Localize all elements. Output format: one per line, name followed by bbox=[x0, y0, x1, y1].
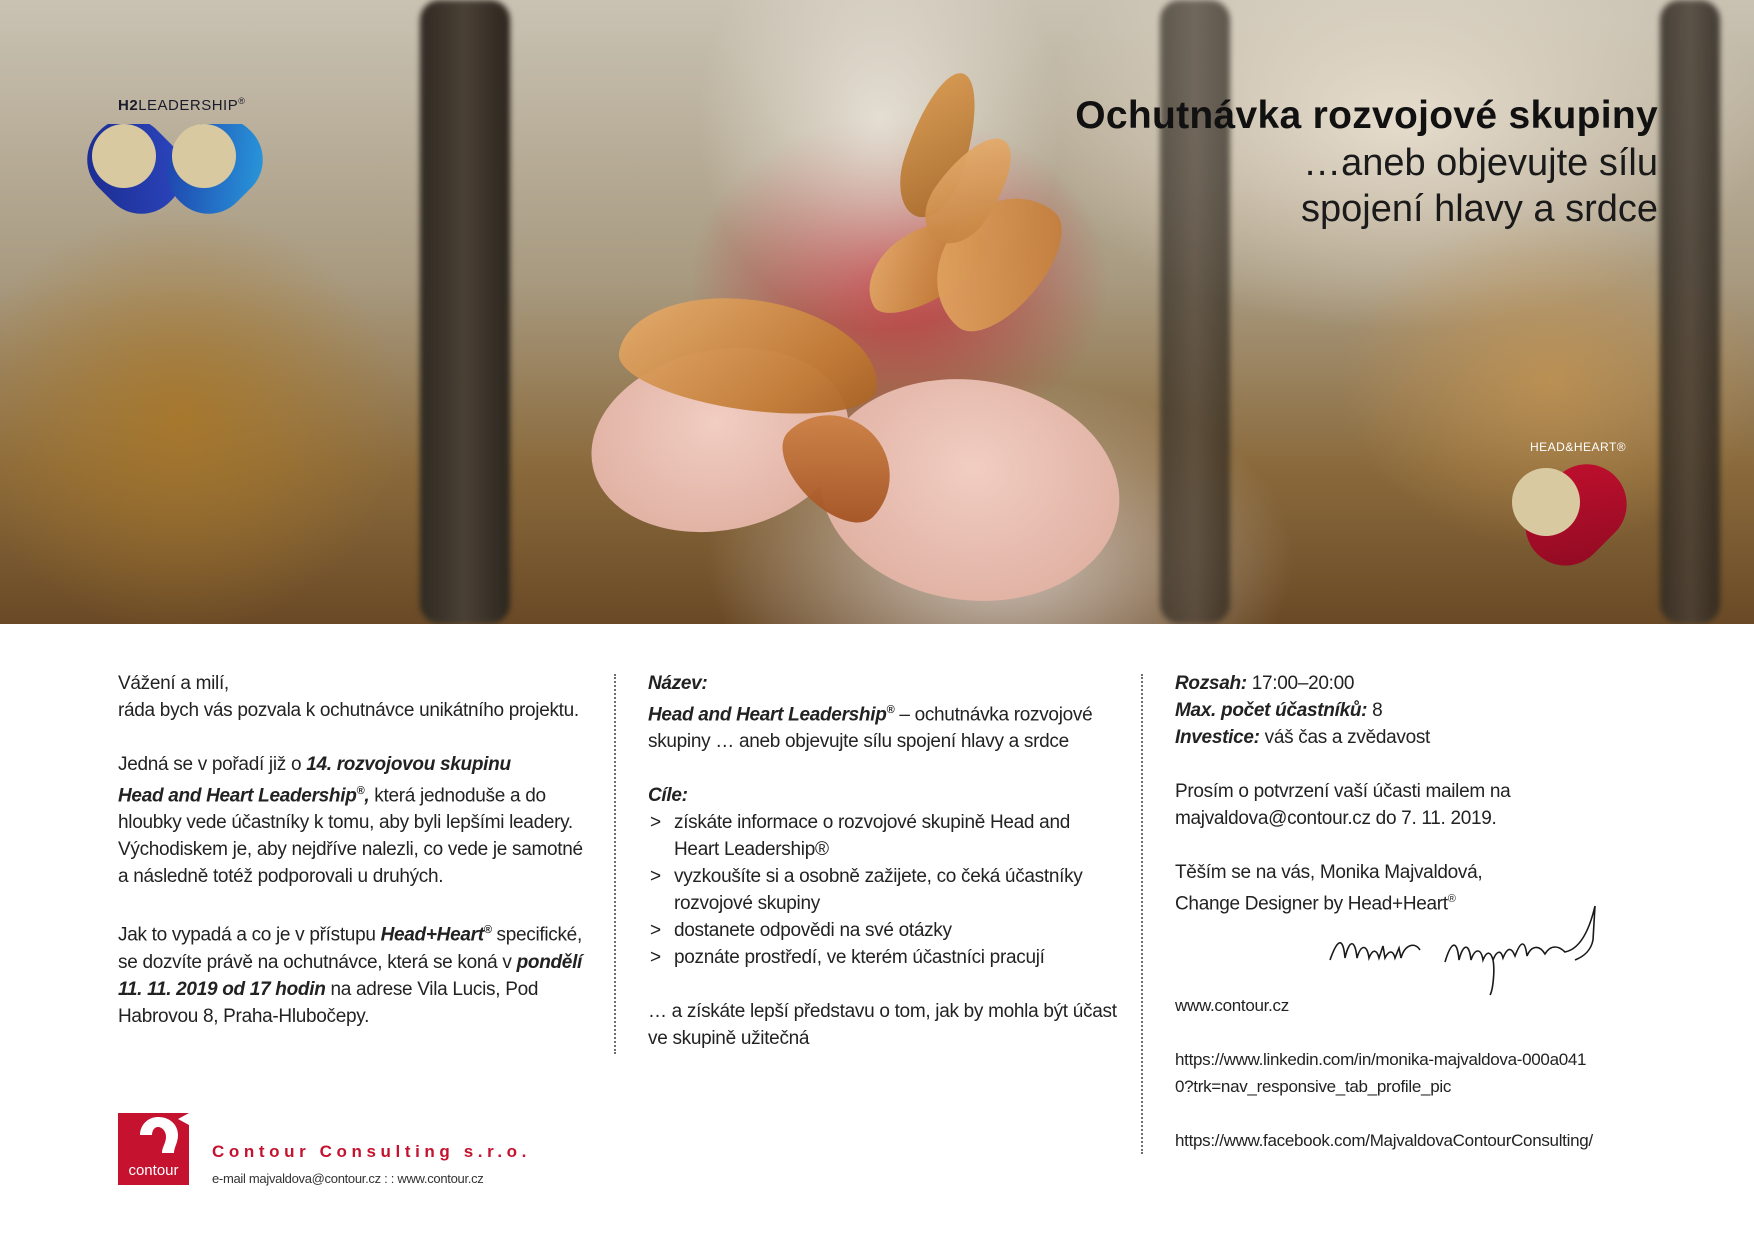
program-name: Název: Head and Heart Leadership® – ochutnávka rozvojové skupiny … aneb objevujte sílu spojení hlavy a srdce bbox=[648, 673, 1093, 753]
page-subtitle-line1: …aneb objevujte sílu bbox=[1303, 142, 1658, 184]
goals-heading: Cíle: bbox=[648, 785, 688, 807]
list-item: > vyzkoušíte si a osobně zažijete, co čeká účastníky rozvojové skupiny bbox=[648, 863, 1118, 917]
handwritten-signature bbox=[1325, 900, 1615, 1000]
h2leadership-logo-text: H2LEADERSHIP® bbox=[118, 96, 246, 114]
column-divider bbox=[614, 674, 616, 1054]
linkedin-link[interactable]: https://www.linkedin.com/in/monika-majvaldova-000a0410?trk=nav_responsive_tab_profile_pic bbox=[1175, 1050, 1587, 1096]
company-name: Contour Consulting s.r.o. bbox=[212, 1142, 531, 1161]
contour-logo-icon bbox=[118, 1113, 189, 1163]
invitation-column bbox=[118, 670, 598, 1057]
list-item: > poznáte prostředí, ve kterém účastníci pracují bbox=[648, 944, 1118, 971]
confirmation-request: Prosím o potvrzení vaší účasti mailem na majvaldova@contour.cz do 7. 11. 2019. bbox=[1175, 781, 1511, 829]
tree-trunk bbox=[420, 0, 510, 624]
event-details: Rozsah: 17:00–20:00 Max. počet účastníků: 8 Investice: váš čas a zvědavost bbox=[1175, 673, 1431, 748]
greeting-paragraph: Vážení a milí, ráda bych vás pozvala k ochutnávce unikátního projektu. bbox=[118, 673, 579, 721]
company-contact: e-mail majvaldova@contour.cz : : www.contour.cz bbox=[212, 1171, 484, 1186]
closing-paragraph: … a získáte lepší představu o tom, jak by mohla být účast ve skupině užitečná bbox=[648, 1001, 1117, 1050]
head-heart-logo-text: HEAD&HEART® bbox=[1530, 440, 1627, 454]
contact-links bbox=[1175, 992, 1645, 1154]
contour-logo-label: contour bbox=[128, 1162, 179, 1179]
hero-title-block bbox=[1075, 92, 1658, 232]
page-subtitle-line2: spojení hlavy a srdce bbox=[1301, 188, 1658, 230]
list-item: > získáte informace o rozvojové skupině Head and Heart Leadership® bbox=[648, 809, 1118, 863]
page-title: Ochutnávka rozvojové skupiny bbox=[1075, 94, 1658, 137]
project-paragraph: Jedná se v pořadí již o 14. rozvojovou skupinu Head and Heart Leadership®, která jednoduše a do hloubky vede účastníky k tomu, aby byli lepšími leadery. Východiskem je, aby nejdříve nalezli, co vede je samotné a následně totéž podporovali u druhých. bbox=[118, 754, 583, 888]
facebook-link[interactable]: https://www.facebook.com/MajvaldovaContourConsulting/ bbox=[1175, 1131, 1593, 1150]
goals-list bbox=[648, 809, 1118, 971]
event-paragraph: Jak to vypadá a co je v přístupu Head+Heart® specifické, se dozvíte právě na ochutnávce, která se koná v pondělí 11. 11. 2019 od 17 hodin na adrese Vila Lucis, Pod Habrovou 8, Praha-Hlubočepy. bbox=[118, 924, 583, 1027]
signoff: Těším se na vás, Monika Majvaldová, Change Designer by Head+Heart® bbox=[1175, 862, 1483, 915]
column-divider bbox=[1141, 674, 1143, 1154]
website-link[interactable]: www.contour.cz bbox=[1175, 996, 1289, 1015]
program-column bbox=[648, 670, 1118, 1079]
list-item: > dostanete odpovědi na své otázky bbox=[648, 917, 1118, 944]
head-heart-logo-icon bbox=[1506, 462, 1656, 582]
h2leadership-logo-icon bbox=[80, 124, 280, 228]
tree-trunk bbox=[1660, 0, 1720, 624]
contour-logo bbox=[118, 1113, 189, 1185]
